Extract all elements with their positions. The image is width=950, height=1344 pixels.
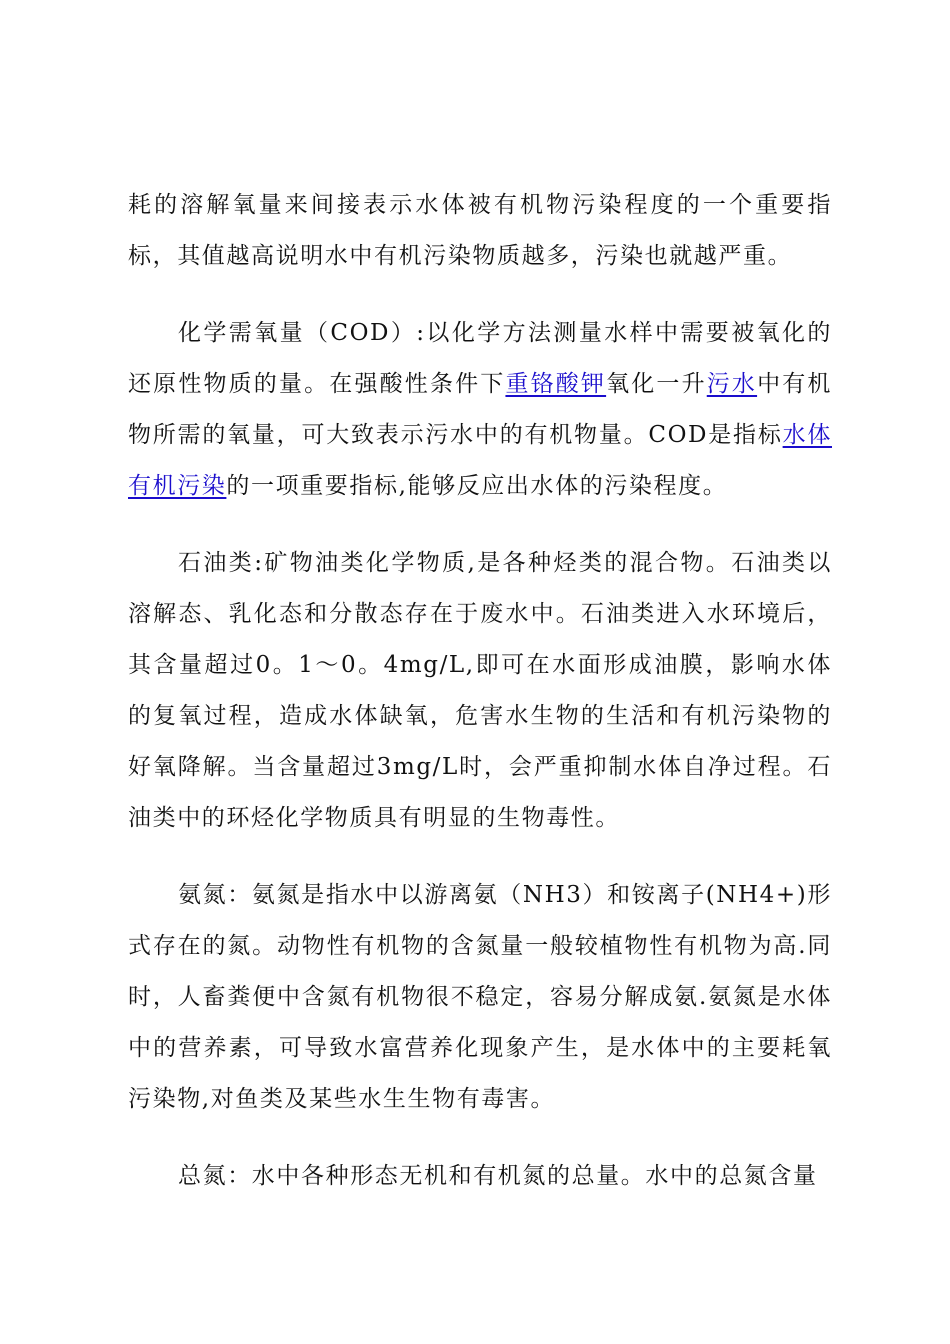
link-potassium-dichromate[interactable]: 重铬酸钾 [505, 371, 607, 397]
paragraph-ammonia-nitrogen: 氨氮：氨氮是指水中以游离氨（NH3）和铵离子(NH4+)形式存在的氮。动物性有机物的含氮量一般较植物性有机物为高.同时，人畜粪便中含氮有机物很不稳定，容易分解成氨.氨氮是水体中的营养素，可导致水富营养化现象产生，是水体中的主要耗氧污染物,对鱼类及某些水生生物有毒害。 [128, 882, 832, 1112]
cod-text-4: 的一项重要指标,能够反应出水体的污染程度。 [226, 473, 728, 499]
paragraph-cod [128, 308, 832, 512]
document-page [128, 180, 832, 1228]
cod-text-2: 氧化一升 [606, 371, 707, 397]
cod-text-3: 中有机物所需的氧量，可大致表示污水中的有机物量。COD是指标 [128, 371, 833, 448]
paragraph-total-nitrogen: 总氮：水中各种形态无机和有机氮的总量。水中的总氮含量 [178, 1163, 818, 1189]
link-sewage[interactable]: 污水 [706, 371, 758, 397]
link-organic-water-pollution[interactable]: 水体有机污染 [128, 422, 832, 499]
cod-text-1: 化学需氧量（COD）:以化学方法测量水样中需要被氧化的还原性物质的量。在强酸性条件下 [128, 320, 832, 397]
paragraph-petroleum: 石油类:矿物油类化学物质,是各种烃类的混合物。石油类以溶解态、乳化态和分散态存在于废水中。石油类进入水环境后，其含量超过0。1～0。4mg/L,即可在水面形成油膜，影响水体的复氧过程，造成水体缺氧，危害水生物的生活和有机污染物的好氧降解。当含量超过3mg/L时，会严重抑制水体自净过程。石油类中的环烃化学物质具有明显的生物毒性。 [128, 550, 832, 831]
paragraph-bod-continuation: 耗的溶解氧量来间接表示水体被有机物污染程度的一个重要指标，其值越高说明水中有机污染物质越多，污染也就越严重。 [128, 192, 832, 269]
